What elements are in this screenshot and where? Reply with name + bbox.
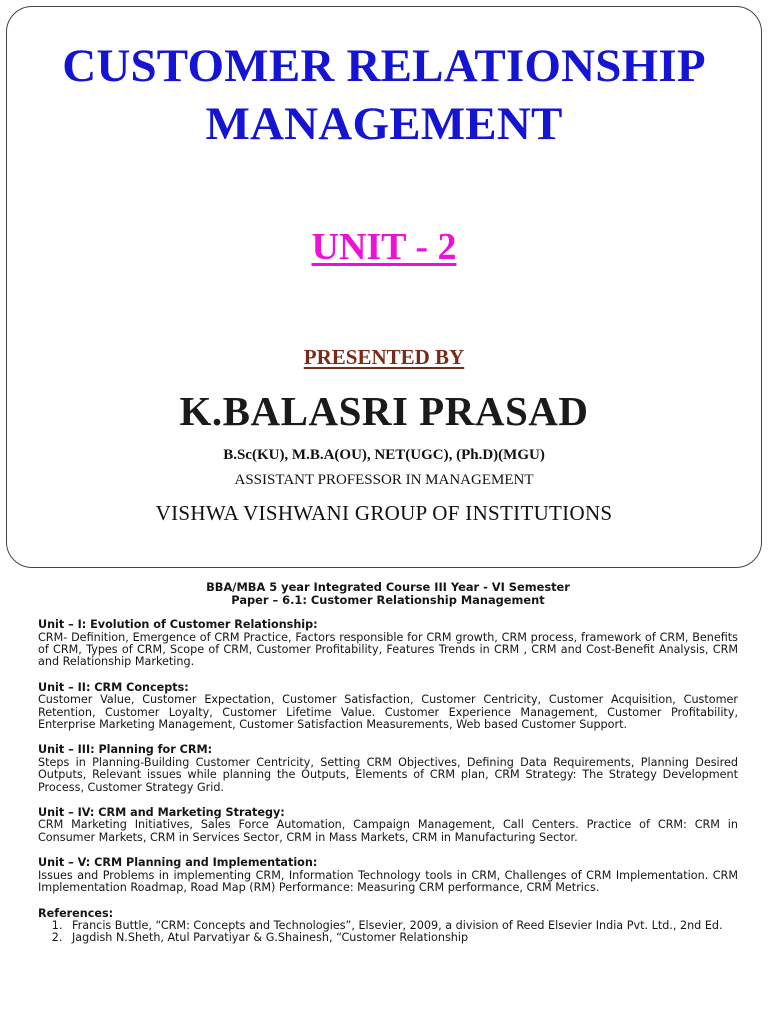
presenter-qualifications: B.Sc(KU), M.B.A(OU), NET(UGC), (Ph.D)(MGU) (223, 447, 545, 463)
unit-body: CRM Marketing Initiatives, Sales Force Automation, Campaign Management, Call Centers. Practice of CRM: CRM in Consumer Markets, CRM in Services Sector, CRM in Mass Markets, CRM in Manufacturing Sector. (38, 818, 738, 844)
unit-title: Unit – I: Evolution of Customer Relationship: (38, 618, 318, 632)
unit-title: Unit – III: Planning for CRM: (38, 743, 213, 757)
reference-item: 2. Jagdish N.Sheth, Atul Parvatiyar & G.Shainesh, “Customer Relationship (66, 932, 738, 944)
syllabus-unit-1 (38, 619, 738, 669)
institution-name: VISHWA VISHWANI GROUP OF INSTITUTIONS (155, 501, 613, 525)
title-slide (6, 6, 762, 568)
reference-item: 1. Francis Buttle, “CRM: Concepts and Technologies”, Elsevier, 2009, a division of Reed Elsevier India Pvt. Ltd., 2nd Ed. (66, 920, 738, 932)
references-title: References: (38, 906, 114, 920)
references-section (38, 908, 738, 945)
unit-body: CRM- Definition, Emergence of CRM Practice, Factors responsible for CRM growth, CRM process, framework of CRM, Benefits of CRM, Types of CRM, Scope of CRM, Customer Profitability, Features Trends in CRM , CRM and Cost-Benefit Analysis, CRM and Relationship Marketing. (38, 630, 738, 669)
unit-heading: UNIT - 2 (311, 226, 457, 268)
unit-body: Customer Value, Customer Expectation, Customer Satisfaction, Customer Centricity, Customer Acquisition, Customer Retention, Customer Loyalty, Customer Lifetime Value. Customer Experience Management, Customer Profitability, Enterprise Marketing Management, Customer Satisfaction Measurements, Web based Customer Support. (38, 693, 738, 732)
syllabus-unit-5 (38, 857, 738, 894)
syllabus-unit-2 (38, 682, 738, 732)
presenter-designation: ASSISTANT PROFESSOR IN MANAGEMENT (234, 472, 534, 488)
presented-by-label: PRESENTED BY (303, 345, 465, 369)
unit-body: Issues and Problems in implementing CRM, Information Technology tools in CRM, Challenges of CRM Implementation. CRM Implementation Roadmap, Road Map (RM) Performance: Measuring CRM performance, CRM Metrics. (38, 868, 738, 895)
main-title (7, 37, 761, 153)
title-line-1: CUSTOMER RELATIONSHIP (62, 40, 706, 92)
syllabus-page (38, 581, 738, 945)
syllabus-paper: Paper – 6.1: Customer Relationship Management (231, 592, 545, 607)
unit-title: Unit – II: CRM Concepts: (38, 680, 189, 694)
syllabus-course: BBA/MBA 5 year Integrated Course III Year - VI Semester (206, 580, 570, 594)
presenter-name: K.BALASRI PRASAD (179, 388, 589, 434)
unit-title: Unit – V: CRM Planning and Implementation: (38, 856, 318, 870)
references-list (38, 920, 738, 945)
syllabus-unit-3 (38, 744, 738, 794)
syllabus-unit-4 (38, 807, 738, 844)
title-line-2: MANAGEMENT (205, 98, 563, 150)
unit-body: Steps in Planning-Building Customer Centricity, Setting CRM Objectives, Defining Data Requirements, Planning Desired Outputs, Relevant issues while planning the Outputs, Elements of CRM plan, CRM Strategy: The Strategy Development Process, Customer Strategy Grid. (38, 755, 738, 794)
unit-title: Unit – IV: CRM and Marketing Strategy: (38, 806, 285, 820)
